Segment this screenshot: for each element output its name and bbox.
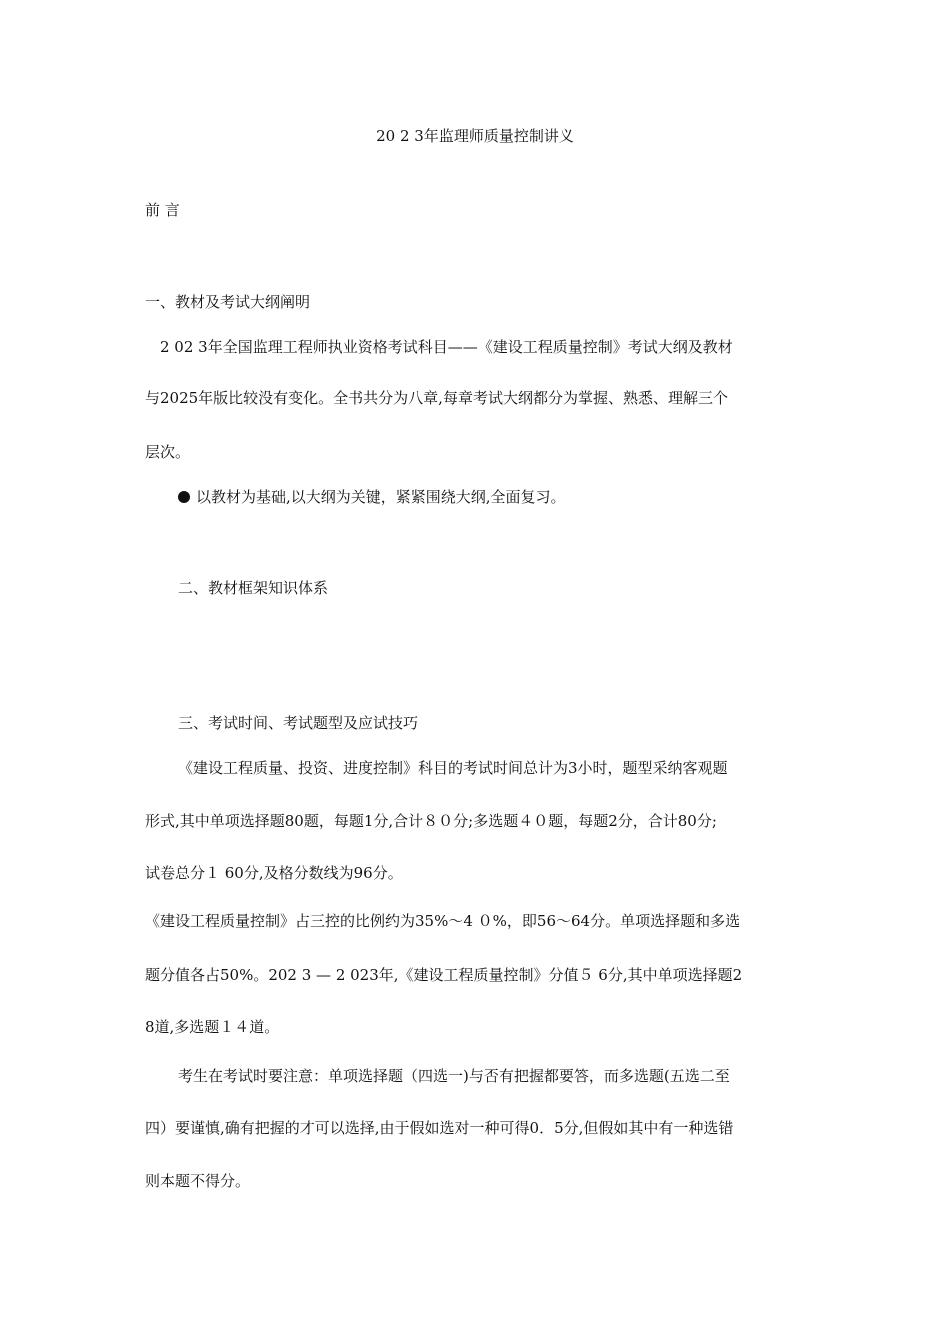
section3-para2-line-3: 8道,多选题１４道。 bbox=[145, 1018, 280, 1036]
section1-para-line-3: 层次。 bbox=[145, 443, 191, 461]
section2-heading: 二、教材框架知识体系 bbox=[178, 579, 329, 597]
section3-para3-line-3: 则本题不得分。 bbox=[145, 1172, 251, 1190]
section3-heading: 三、考试时间、考试题型及应试技巧 bbox=[178, 714, 419, 732]
section3-para1-line-1: 《建设工程质量、投资、进度控制》科目的考试时间总计为3小时，题型采纳客观题 bbox=[178, 759, 728, 777]
section1-bullet-text: 以教材为基础,以大纲为关键，紧紧围绕大纲,全面复习。 bbox=[196, 488, 566, 506]
section3-para2-line-1: 《建设工程质量控制》占三控的比例约为35%～4 ０%，即56～64分。单项选择题和多选 bbox=[145, 912, 741, 930]
section3-para1-line-3: 试卷总分１ 60分,及格分数线为96分。 bbox=[145, 864, 403, 882]
section1-bullet bbox=[178, 487, 566, 507]
section3-para1-line-2: 形式,其中单项选择题80题，每题1分,合计８０分;多选题４０题，每题2分，合计80分; bbox=[145, 812, 717, 830]
bullet-dot-icon bbox=[178, 491, 190, 503]
section1-para-line-2: 与2025年版比较没有变化。全书共分为八章,每章考试大纲都分为掌握、熟悉、理解三个 bbox=[145, 389, 728, 407]
section3-para3-line-2: 四）要谨慎,确有把握的才可以选择,由于假如选对一种可得0．5分,但假如其中有一种选错 bbox=[145, 1119, 734, 1137]
section3-para3-line-1: 考生在考试时要注意：单项选择题（四选一)与否有把握都要答，而多选题(五选二至 bbox=[178, 1067, 730, 1085]
section3-para2-line-2: 题分值各占50%。202 3 — 2 023年,《建设工程质量控制》分值５ 6分,其中单项选择题2 bbox=[145, 966, 743, 984]
section1-para-line-1: 2 02 3年全国监理工程师执业资格考试科目——《建设工程质量控制》考试大纲及教材 bbox=[160, 338, 733, 356]
document-title: 20 2 3年监理师质量控制讲义 bbox=[376, 127, 574, 145]
section1-heading: 一、教材及考试大纲阐明 bbox=[145, 293, 311, 311]
preface-heading: 前 言 bbox=[145, 201, 180, 219]
